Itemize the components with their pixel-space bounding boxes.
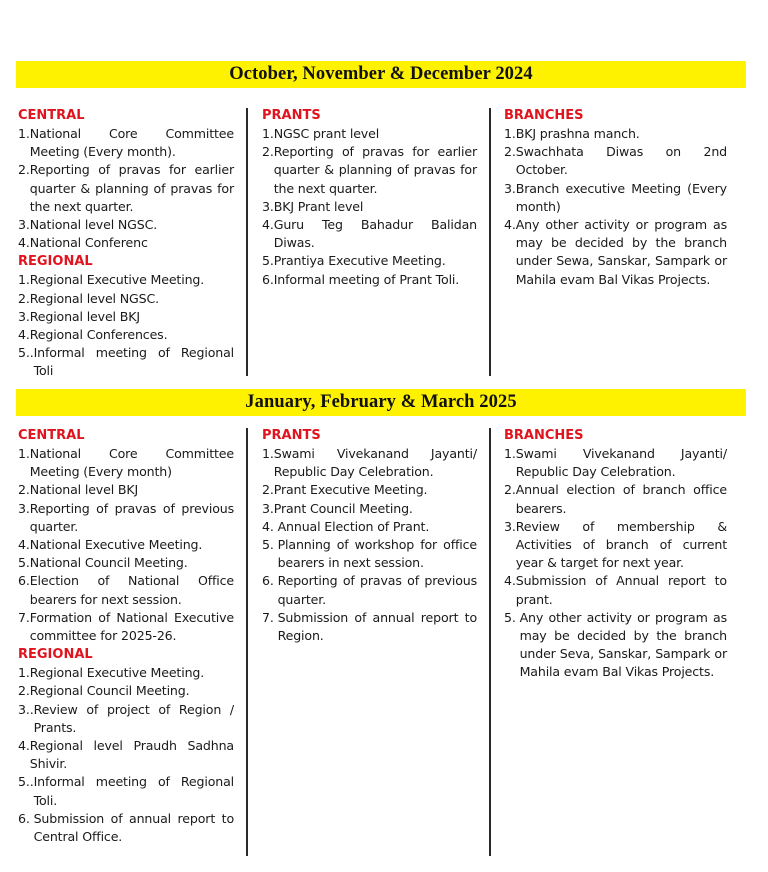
list-item (262, 216, 477, 252)
list-item-text: Planning of workshop for office bearers in next session. (277, 537, 477, 571)
central-list (18, 125, 234, 252)
list-item (262, 143, 477, 198)
list-item-text: Informal meeting of Prant Toli. (273, 271, 460, 287)
list-item-text: Informal meeting of Regional Toli (33, 345, 234, 379)
q2-branches-column (504, 426, 727, 682)
regional-list (18, 271, 234, 380)
list-item-number: 4. (18, 235, 30, 251)
list-item (504, 143, 727, 179)
list-item-text: Annual Election of Prant. (277, 518, 430, 534)
list-item-text: Prantiya Executive Meeting. (273, 253, 446, 269)
list-item-number: 4. (18, 327, 30, 343)
list-item-text: Review of membership & Activities of branch of current year & target for next year. (515, 518, 727, 571)
list-item-number: 6. (262, 271, 274, 287)
regional-heading: REGIONAL (18, 254, 93, 270)
list-item (262, 500, 477, 518)
list-item (18, 810, 234, 846)
list-item (18, 216, 234, 234)
regional-heading: REGIONAL (18, 647, 93, 663)
list-item-number: 2. (504, 144, 516, 160)
list-item-text: Review of project of Region / Prants. (33, 701, 234, 735)
list-item-number: 1. (504, 446, 516, 461)
list-item-text: Prant Executive Meeting. (273, 482, 428, 498)
list-item-number: 3.. (18, 701, 34, 717)
branches-list (504, 125, 727, 289)
list-item-text: NGSC prant level (273, 126, 380, 141)
list-item-number: 5. (262, 537, 278, 553)
list-item-text: National level NGSC. (29, 217, 158, 233)
prants-list (262, 125, 477, 289)
list-item-number: 2. (18, 162, 30, 178)
list-item (504, 445, 727, 481)
list-item (504, 609, 727, 682)
list-item-text: Reporting of pravas for earlier quarter & planning of pravas for the next quarter. (273, 144, 477, 196)
column-divider (246, 108, 248, 376)
list-item-number: 1. (262, 126, 274, 141)
list-item (18, 271, 234, 289)
list-item (262, 572, 477, 608)
list-item-text: Regional Council Meeting. (29, 683, 190, 699)
list-item-number: 6. (262, 573, 278, 589)
list-item-number: 3. (262, 500, 274, 516)
list-item-text: Regional Executive Meeting. (29, 665, 205, 681)
list-item (18, 344, 234, 380)
list-item (504, 481, 727, 517)
list-item (504, 572, 727, 608)
q1-branches-column (504, 106, 727, 289)
prants-heading: PRANTS (262, 108, 321, 123)
list-item-number: 4. (262, 217, 274, 233)
list-item-number: 1. (18, 665, 30, 681)
list-item-text: National level BKJ (29, 482, 139, 498)
quarter-heading-oct-dec-2024: October, November & December 2024 (16, 61, 746, 88)
list-item-number: 4. (504, 217, 516, 233)
list-item-number: 1. (18, 126, 30, 141)
list-item-number: 6. (18, 810, 34, 826)
branches-heading: BRANCHES (504, 108, 584, 123)
list-item-number: 4. (18, 537, 30, 553)
list-item-text: Reporting of pravas for earlier quarter & planning of pravas for the next quarter. (29, 162, 234, 214)
list-item-text: Formation of National Executive committee for 2025-26. (29, 609, 234, 644)
list-item-number: 7. (18, 609, 30, 625)
list-item-text: Submission of Annual report to prant. (515, 573, 727, 607)
list-item-number: 3. (18, 500, 30, 516)
list-item (18, 290, 234, 308)
list-item (504, 180, 727, 216)
list-item-text: BKJ prashna manch. (515, 126, 640, 141)
list-item (262, 609, 477, 645)
list-item (504, 518, 727, 573)
branches-list (504, 445, 727, 682)
list-item-text: Any other activity or program as may be decided by the branch under Sewa, Sanskar, Sampark or Mahila evam Bal Vikas Projects. (515, 217, 727, 287)
column-divider (489, 428, 491, 856)
list-item-text: Annual election of branch office bearers. (515, 482, 727, 516)
list-item (18, 773, 234, 809)
list-item (18, 500, 234, 536)
list-item-text: Any other activity or program as may be decided by the branch under Seva, Sanskar, Sampark or Mahila evam Bal Vikas Projects. (519, 609, 727, 680)
list-item-text: Informal meeting of Regional Toli. (33, 774, 234, 808)
list-item-text: Regional Conferences. (29, 327, 168, 343)
list-item (18, 481, 234, 499)
list-item-number: 2. (262, 482, 274, 498)
list-item-number: 3. (18, 308, 30, 324)
list-item-number: 5. (18, 555, 30, 571)
quarter-heading-jan-mar-2025: January, February & March 2025 (16, 389, 746, 416)
prants-list (262, 445, 477, 645)
q1-central-regional-column (18, 106, 234, 381)
list-item (18, 609, 234, 645)
list-item (18, 701, 234, 737)
list-item-text: BKJ Prant level (273, 198, 364, 214)
list-item (18, 554, 234, 572)
list-item-number: 1. (504, 126, 516, 141)
list-item-text: Regional level NGSC. (29, 290, 159, 306)
list-item-number: 2. (18, 482, 30, 498)
q2-central-regional-column (18, 426, 234, 846)
list-item-number: 3. (504, 180, 516, 196)
central-heading: CENTRAL (18, 108, 85, 123)
list-item-text: Reporting of pravas of previous quarter. (29, 500, 234, 534)
list-item (18, 326, 234, 344)
list-item (504, 125, 727, 143)
list-item (18, 308, 234, 326)
list-item (262, 271, 477, 289)
list-item-number: 1. (18, 272, 30, 288)
list-item-number: 5.. (18, 774, 34, 790)
list-item (18, 234, 234, 252)
list-item-number: 7. (262, 609, 278, 625)
list-item-number: 4. (262, 518, 278, 534)
list-item (262, 481, 477, 499)
q2-prants-column (262, 426, 477, 645)
list-item (262, 536, 477, 572)
list-item-number: 3. (18, 217, 30, 233)
list-item-text: Swami Vivekanand Jayanti/ Republic Day Celebration. (273, 446, 477, 480)
list-item-number: 1. (262, 446, 274, 461)
list-item-number: 5.. (18, 345, 34, 361)
list-item (504, 216, 727, 289)
list-item-text: Submission of annual report to Central Office. (33, 810, 234, 845)
branches-heading: BRANCHES (504, 428, 584, 443)
list-item-text: Reporting of pravas of previous quarter. (277, 573, 477, 607)
list-item-text: National Conferenc (29, 235, 148, 251)
list-item (18, 536, 234, 554)
column-divider (489, 108, 491, 376)
central-list (18, 445, 234, 645)
list-item-text: Submission of annual report to Region. (277, 609, 477, 644)
list-item-text: Branch executive Meeting (Every month) (515, 180, 727, 214)
prants-heading: PRANTS (262, 428, 321, 443)
list-item (18, 161, 234, 216)
list-item-text: Regional level Praudh Sadhna Shivir. (29, 738, 234, 772)
list-item-text: Prant Council Meeting. (273, 500, 413, 516)
list-item-text: Election of National Office bearers for next session. (29, 573, 234, 607)
list-item (262, 518, 477, 536)
list-item-number: 5. (504, 609, 520, 625)
list-item (262, 252, 477, 270)
column-divider (246, 428, 248, 856)
list-item-number: 3. (504, 518, 516, 534)
central-heading: CENTRAL (18, 428, 85, 443)
list-item (262, 198, 477, 216)
list-item (18, 445, 234, 481)
list-item-number: 4. (18, 738, 30, 754)
list-item-number: 4. (504, 573, 516, 589)
list-item (18, 125, 234, 161)
list-item (262, 445, 477, 481)
list-item (262, 125, 477, 143)
list-item-text: Swachhata Diwas on 2nd October. (515, 144, 727, 178)
list-item-text: Guru Teg Bahadur Balidan Diwas. (273, 217, 477, 251)
list-item-number: 2. (18, 683, 30, 699)
list-item-text: Swami Vivekanand Jayanti/ Republic Day Celebration. (515, 446, 727, 480)
q1-prants-column (262, 106, 477, 289)
list-item-text: Regional level BKJ (29, 308, 140, 324)
list-item (18, 572, 234, 608)
list-item-text: National Core Committee Meeting (Every month). (29, 126, 234, 160)
list-item-number: 3. (262, 198, 274, 214)
list-item (18, 664, 234, 682)
list-item-text: National Executive Meeting. (29, 537, 203, 553)
list-item-number: 2. (262, 144, 274, 160)
list-item-text: Regional Executive Meeting. (29, 272, 205, 288)
list-item (18, 682, 234, 700)
regional-list (18, 664, 234, 846)
list-item-number: 1. (18, 446, 30, 461)
list-item-text: National Core Committee Meeting (Every month) (29, 446, 234, 480)
list-item (18, 737, 234, 773)
list-item-number: 2. (18, 290, 30, 306)
list-item-number: 5. (262, 253, 274, 269)
list-item-number: 6. (18, 573, 30, 589)
list-item-number: 2. (504, 482, 516, 498)
list-item-text: National Council Meeting. (29, 555, 188, 571)
